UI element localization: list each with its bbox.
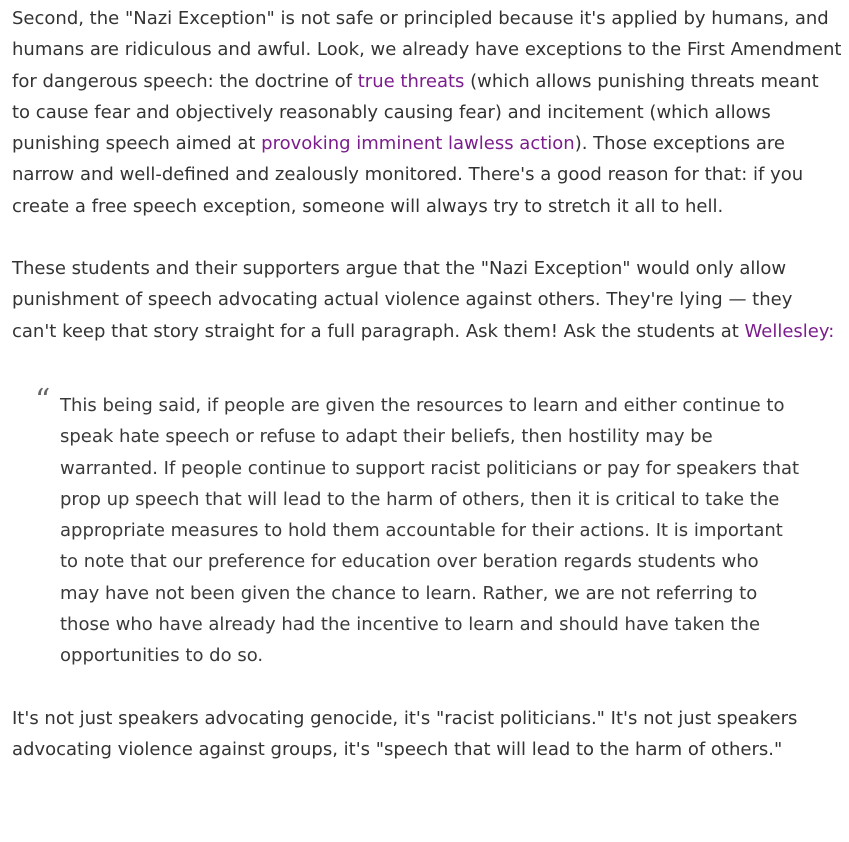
paragraph-text: Second, the "Nazi Exception" is not safe or principled because it's applied by humans, and humans are ridiculous and awful. Look, we already have exceptions to the First Amendment for dangerous speech: the doctrine of [12,8,842,92]
paragraph-text: ). Those exceptions are narrow and well-defined and zealously monitored. There's a good reason for that: if you create a free speech exception, someone will always try to stretch it all to hell. [12,133,804,217]
paragraph-text: (which allows punishing threats meant to cause fear and objectively reasonably causing fear) and incitement (which allows punishing speech aimed at [12,70,819,155]
blockquote-text: This being said, if people are given the resources to learn and either continue to speak hate speech or refuse to adapt their beliefs, then hostility may be warranted. If people continue to support racist politicians or pay for speakers that prop up speech that will lead to the harm of others, then it is critical to take the appropriate measures to hold them accountable for their actions. It is important to note that our preference for education over beration regards students who may have not been given the chance to learn. Rather, we are not referring to those who have already had the incentive to learn and should have taken the opportunities to do so. [60,394,800,667]
paragraph-conclusion: It's not just speakers advocating genocide, it's "racist politicians." It's not just speakers advocating violence against groups, it's "speech that will lead to the harm of others." [12,707,798,760]
wellesley-blockquote [35,382,800,672]
imminent-lawless-action-link[interactable]: provoking imminent lawless action [261,133,575,155]
quote-mark-icon: “ [35,382,51,418]
paragraph-nazi-exception [12,3,842,222]
wellesley-link[interactable]: Wellesley: [744,320,835,342]
paragraph-text: These students and their supporters argue that the "Nazi Exception" would only allow punishment of speech advocating actual violence against others. They're lying — they can't keep that story straight for a full paragraph. Ask them! Ask the students at [12,258,793,342]
paragraph-students [12,253,842,347]
true-threats-link[interactable]: true threats [357,70,465,92]
